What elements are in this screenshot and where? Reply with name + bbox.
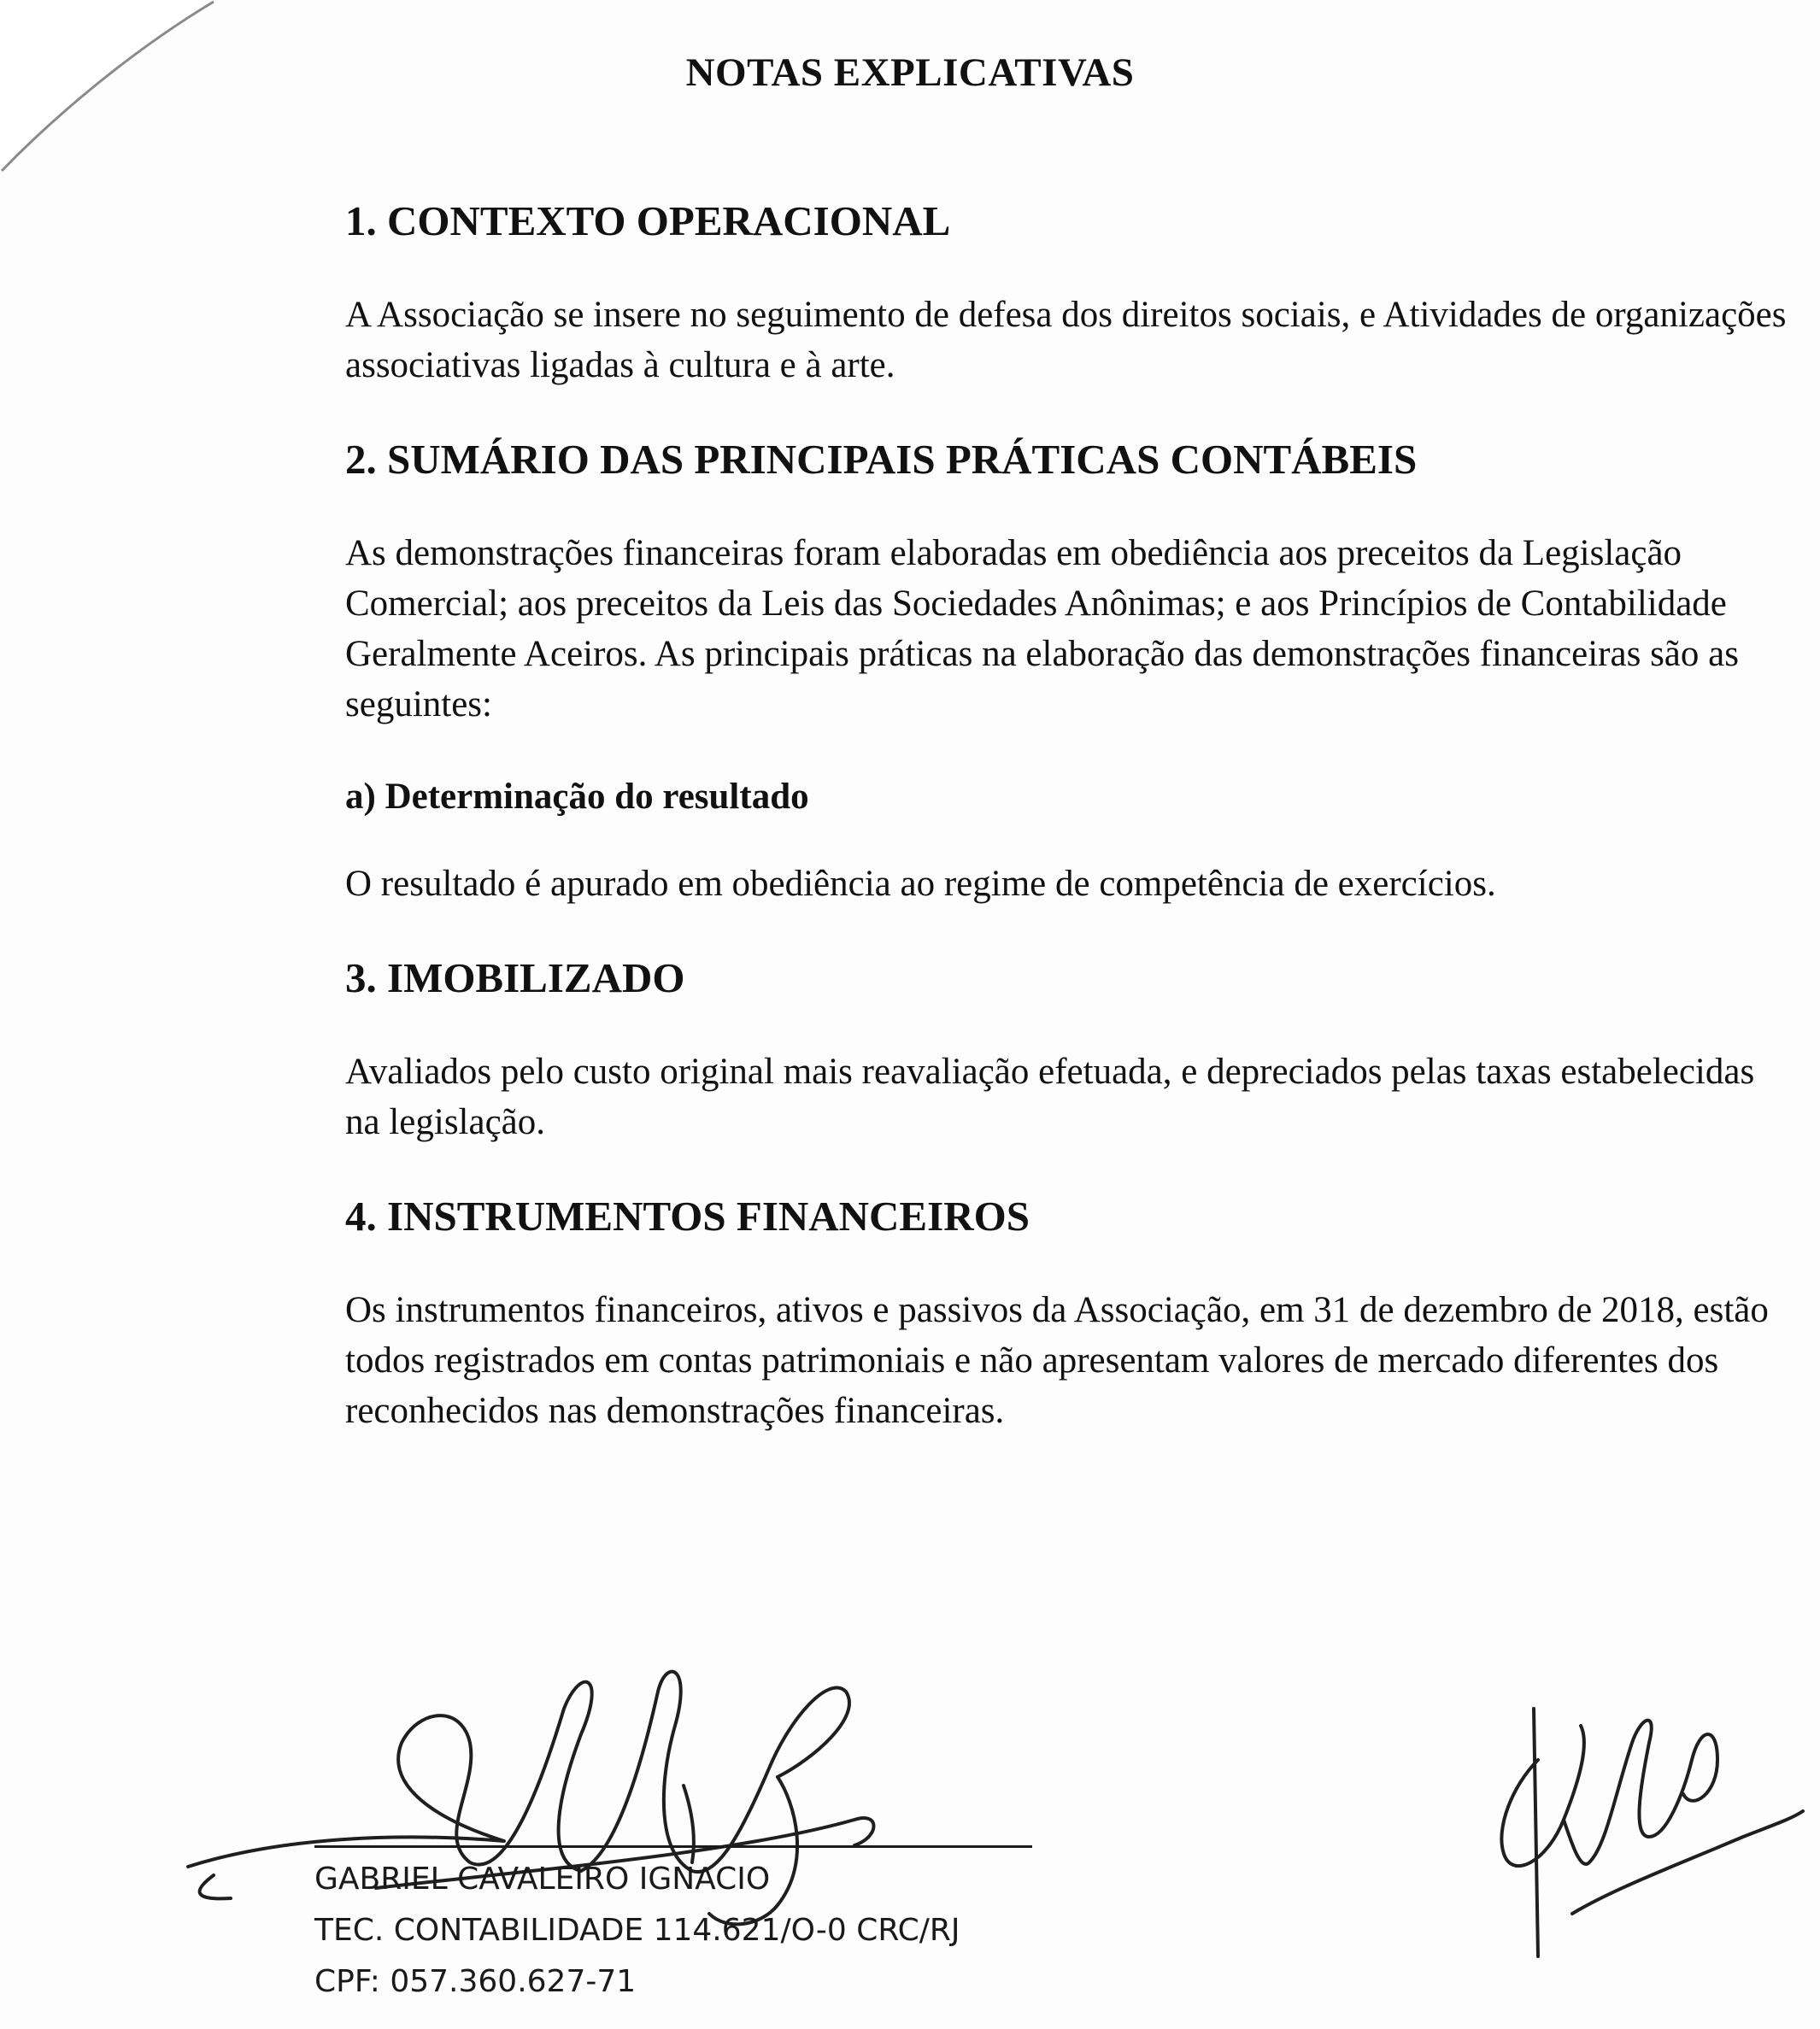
section-heading: 2. SUMÁRIO DAS PRINCIPAIS PRÁTICAS CONTÁBEIS: [345, 435, 1418, 483]
section-heading: 4. INSTRUMENTOS FINANCEIROS: [345, 1193, 1030, 1240]
section-instrumentos-financeiros: [345, 1193, 1789, 1436]
signatory-block: [314, 1854, 960, 2008]
section-contexto-operacional: [345, 198, 1789, 390]
section-praticas-contabeis: [345, 437, 1789, 909]
section-heading: 3. IMOBILIZADO: [345, 954, 685, 1002]
section-heading: 1. CONTEXTO OPERACIONAL: [345, 197, 951, 244]
signature-line: [314, 1845, 1032, 1848]
handwritten-signature-second: [1487, 1692, 1811, 1965]
subsection-heading: a) Determinação do resultado: [345, 776, 809, 817]
section-paragraph: Avaliados pelo custo original mais reavaliação efetuada, e depreciados pelas taxas estabelecidas na legislação.: [345, 1052, 1755, 1143]
signatory-name: GABRIEL CAVALEIRO IGNACIO: [314, 1862, 771, 1897]
signatory-cpf: CPF: 057.360.627-71: [314, 1964, 637, 1999]
document-body: [345, 198, 1789, 1482]
section-paragraph: Os instrumentos financeiros, ativos e passivos da Associação, em 31 de dezembro de 2018, estão todos registrados em contas patrimoniais e não apresentam valores de mercado diferentes dos reconhecidos nas demonstrações financeiras.: [345, 1289, 1769, 1431]
section-paragraph: A Associação se insere no seguimento de defesa dos direitos sociais, e Atividades de organizações associativas ligadas à cultura e à arte.: [345, 294, 1787, 385]
section-paragraph: As demonstrações financeiras foram elaboradas em obediência aos preceitos da Legislação Comercial; aos preceitos da Leis das Sociedades Anônimas; e aos Princípios de Contabilidade Geralmente Aceiros. As principais práticas na elaboração das demonstrações financeiras são as seguintes:: [345, 532, 1739, 724]
signatory-registration: TEC. CONTABILIDADE 114.621/O-0 CRC/RJ: [314, 1913, 960, 1948]
document-title: NOTAS EXPLICATIVAS: [685, 50, 1135, 95]
section-imobilizado: [345, 955, 1789, 1147]
subsection-paragraph: O resultado é apurado em obediência ao regime de competência de exercícios.: [345, 864, 1496, 905]
